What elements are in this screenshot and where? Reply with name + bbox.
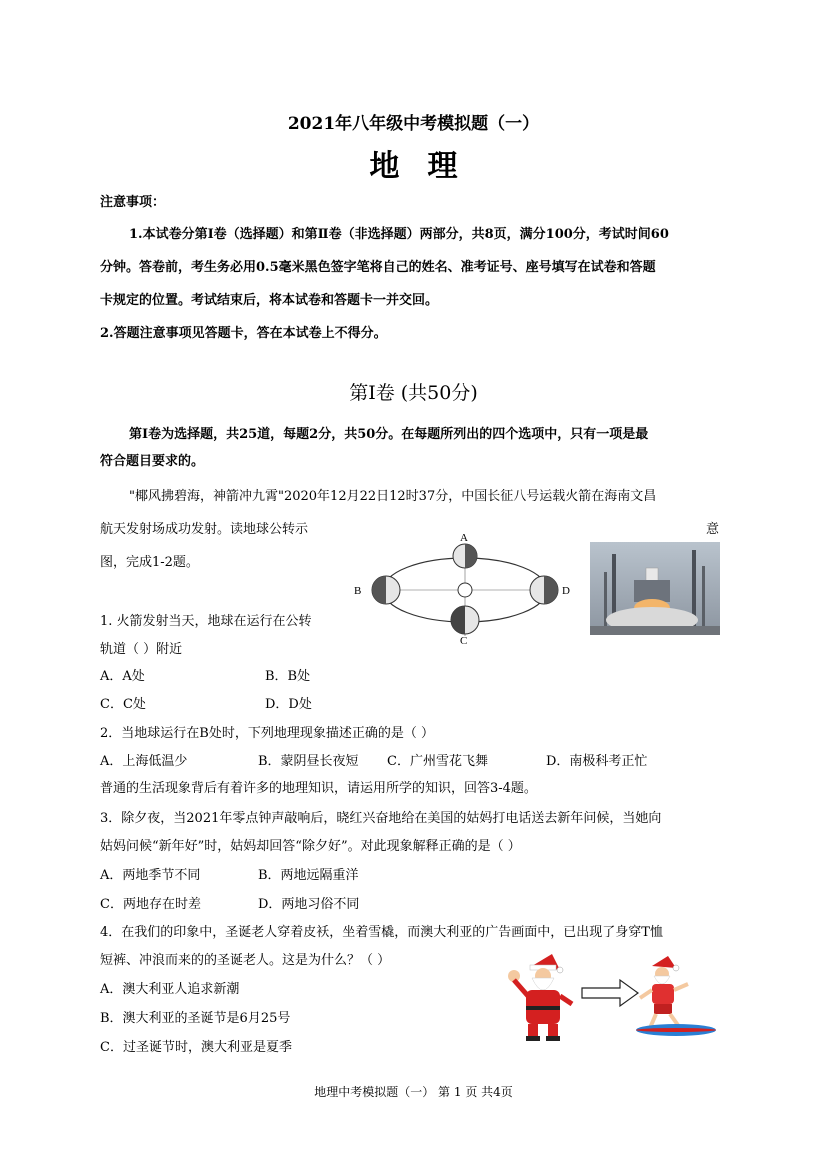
orbit-label-d: D [562, 585, 570, 597]
earth-b-icon [372, 576, 400, 604]
option-a: A．上海低温少 [100, 754, 188, 769]
question-stem: 姑妈问候“新年好”时，姑妈却回答“除夕好”。对此现象解释正确的是（ ） [100, 839, 521, 854]
subject-title: 地理 [369, 149, 486, 184]
option-a: A．A处 [100, 669, 145, 684]
arrow-icon [582, 980, 638, 1006]
section-intro: 第Ⅰ卷为选择题，共25道，每题2分，共50分。在每题所列出的四个选项中，只有一项是最 [129, 427, 649, 442]
option-c: C．广州雪花飞舞 [387, 754, 488, 769]
notice-heading: 注意事项： [100, 195, 166, 210]
option-b: B．两地远隔重洋 [258, 868, 359, 883]
option-b: B．蒙阴昼长夜短 [258, 754, 359, 769]
rocket-launch-photo [590, 542, 720, 635]
option-a: A．澳大利亚人追求新潮 [100, 982, 240, 997]
passage-text: 航天发射场成功发射。读地球公转示 [100, 522, 309, 537]
section-intro: 符合题目要求的。 [100, 454, 205, 469]
exam-title: 2021年八年级中考模拟题（一） [287, 114, 540, 134]
option-c: C．C处 [100, 697, 146, 712]
passage-text: 意 [706, 522, 720, 537]
passage-text: "椰风拂碧海，神箭冲九霄"2020年12月22日12时37分，中国长征八号运载火箭在海南文昌 [129, 489, 657, 504]
santa-illustration [500, 950, 725, 1045]
option-d: D．D处 [265, 697, 312, 712]
earth-a-icon [453, 544, 477, 568]
option-c: C．过圣诞节时，澳大利亚是夏季 [100, 1040, 292, 1055]
option-d: D．两地习俗不同 [258, 897, 360, 912]
notice-line: 分钟。答卷前，考生务必用0.5毫米黑色签字笔将自己的姓名、准考证号、座号填写在试卷和答题 [100, 260, 656, 275]
question-stem: 1. 火箭发射当天，地球在运行在公转 [100, 614, 312, 629]
notice-line: 2.答题注意事项见答题卡，答在本试卷上不得分。 [100, 326, 387, 341]
option-d: D．南极科考正忙 [546, 754, 648, 769]
notice-line: 1.本试卷分第Ⅰ卷（选择题）和第Ⅱ卷（非选择题）两部分，共8页，满分100分，考试时间60 [129, 227, 669, 242]
question-stem: 短裤、冲浪而来的的圣诞老人。这是为什么？（ ） [100, 953, 391, 968]
earth-d-icon [530, 576, 558, 604]
option-b: B．澳大利亚的圣诞节是6月25号 [100, 1011, 291, 1026]
orbit-label-a: A [460, 532, 468, 544]
earth-orbit-diagram [350, 530, 580, 645]
question-stem: 3．除夕夜，当2021年零点钟声敲响后，晓红兴奋地给在美国的姑妈打电话送去新年问候，当她向 [100, 811, 662, 826]
winter-santa-icon [508, 954, 572, 1041]
passage-text: 图，完成1-2题。 [100, 555, 199, 570]
notice-line: 卡规定的位置。考试结束后，将本试卷和答题卡一并交回。 [100, 293, 439, 308]
option-c: C．两地存在时差 [100, 897, 201, 912]
question-stem: 2．当地球运行在B处时，下列地理现象描述正确的是（ ） [100, 726, 434, 741]
sun-icon [458, 583, 472, 597]
question-stem: 轨道（ ）附近 [100, 642, 183, 657]
question-stem: 4．在我们的印象中，圣诞老人穿着皮袄，坐着雪橇，而澳大利亚的广告画面中，已出现了身穿T恤 [100, 925, 663, 940]
page-footer: 地理中考模拟题（一） 第 1 页 共4页 [314, 1085, 513, 1099]
option-a: A．两地季节不同 [100, 868, 201, 883]
earth-c-icon [451, 606, 479, 634]
section-title: 第Ⅰ卷 (共50分) [349, 382, 478, 404]
option-b: B．B处 [265, 669, 311, 684]
orbit-label-c: C [460, 635, 468, 645]
surfing-santa-icon [636, 956, 716, 1036]
passage-text: 普通的生活现象背后有着许多的地理知识，请运用所学的知识，回答3-4题。 [100, 781, 537, 796]
orbit-label-b: B [354, 585, 362, 597]
